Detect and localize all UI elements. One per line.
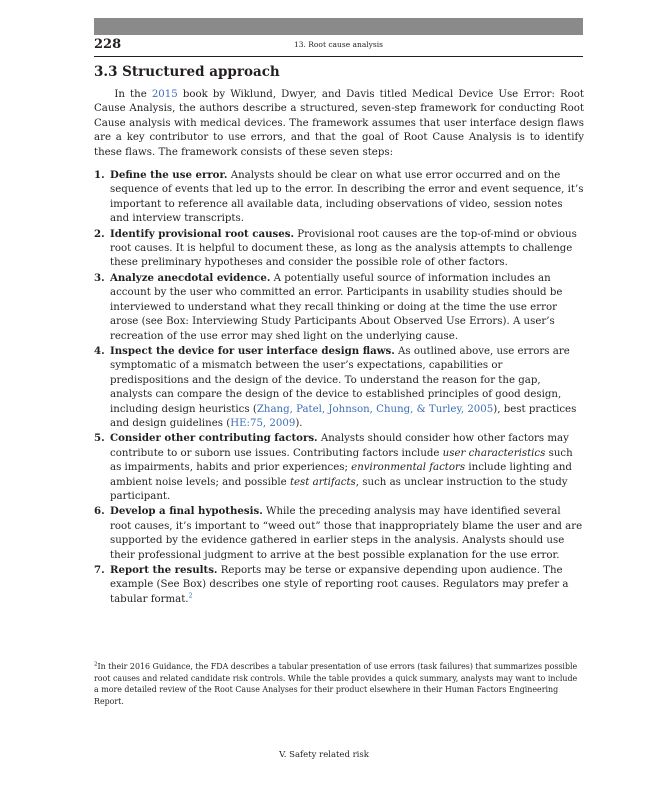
zhang-citation-link[interactable]: Zhang, Patel, Johnson, Chung, & Turley, 2005 [256, 403, 494, 415]
step-title: Consider other contributing factors. [110, 432, 318, 445]
step-number: 6. [94, 505, 105, 518]
footnote [94, 661, 584, 707]
footnote-text: In their 2016 Guidance, the FDA describes a tabular presentation of use errors (task failures) that summarizes possible root causes and related candidate risk controls. While the table provides a quick summary, analysts may want to include a more detailed review of the Root Cause Analyses for their product elsewhere in their Human Factors Engineering Report. [94, 662, 578, 706]
step-body-end: , such as unclear instruction to the study participant. [110, 476, 568, 502]
step-number: 7. [94, 564, 105, 576]
step-item [94, 344, 584, 431]
intro-text-start: In the [114, 89, 152, 100]
step-number: 4. [94, 344, 105, 357]
step-body: Reports may be terse or expansive depending upon audience. The example (See Box) describes one style of reporting root causes. Regulators may prefer a tabular format. [110, 565, 569, 605]
year-citation-link[interactable]: 2015 [151, 89, 178, 100]
step-title: Identify provisional root causes. [110, 227, 295, 240]
step-body-continued: include lighting and ambient noise levels; and possible [110, 462, 572, 488]
footnote-marker: 2 [94, 661, 98, 668]
he75-citation-link[interactable]: HE:75, 2009 [230, 417, 296, 429]
running-head: 13. Root cause analysis [293, 40, 384, 49]
step-number: 2. [94, 227, 105, 240]
step-item [94, 431, 584, 504]
step-item [94, 168, 584, 227]
step-number: 5. [94, 432, 105, 445]
page-header [94, 37, 583, 55]
step-body: Analysts should be clear on what use error occurred and on the sequence of events that led up to the error. In describing the error and event sequence, it’s important to reference all available data, including observations of video, session notes and interview transcripts. [110, 170, 584, 225]
step-body: While the preceding analysis may have identified several root causes, it’s important to “weed out” those that inappropriately blame the user and are supported by the evidence gathered in earlier steps in the analysis. Analysts should use their professional judgment to arrive at the best possible explanation for the use error. [110, 506, 583, 561]
emphasis-user-characteristics: user characteristics [442, 447, 546, 459]
step-body: Provisional root causes are the top-of-mind or obvious root causes. It is helpful to document these, as long as the analysis attempts to challenge these preliminary hypotheses and consider the possible role of other factors. [110, 228, 577, 269]
page-number: 228 [94, 37, 122, 52]
step-body: Analysts should consider how other factors may contribute to or suborn use issues. Contributing factors include [110, 433, 569, 459]
page-footer: V. Safety related risk [279, 750, 369, 760]
header-bar [94, 18, 583, 35]
emphasis-test-artifacts: test artifacts [289, 476, 356, 488]
section-heading: 3.3 Structured approach [94, 64, 280, 80]
main-content [94, 63, 584, 607]
step-title: Inspect the device for user interface design flaws. [110, 344, 395, 357]
step-title: Report the results. [110, 564, 218, 576]
step-number: 3. [94, 271, 105, 284]
step-body: A potentially useful source of information includes an account by the user who committed an error. Participants in usability studies should be interviewed to understand what they recall thinking or doing at the time the use error arose (see Box: Interviewing Study Participants About Observed Use Errors). A user’s recreation of the use error may shed light on the underlying cause. [110, 272, 563, 342]
emphasis-environmental-factors: environmental factors [351, 462, 466, 474]
step-item [94, 271, 584, 344]
step-item [94, 504, 584, 563]
step-body-continued: such as impairments, habits and prior experiences; [110, 447, 573, 474]
step-body-continued: ), best practices and design guidelines ( [110, 403, 577, 429]
steps-list [94, 168, 584, 607]
footnote-ref-link[interactable]: 2 [188, 591, 193, 600]
header-divider [94, 56, 583, 57]
step-body: As outlined above, use errors are symptomatic of a mismatch between the user’s expectations, capabilities or predispositions and the design of the device. To understand the reason for the gap, analysts can compare the design of the device to established principles of good design, including design heuristics ( [110, 345, 570, 415]
intro-paragraph [94, 88, 584, 160]
step-item [94, 563, 584, 607]
step-title: Develop a final hypothesis. [110, 505, 263, 518]
step-title: Analyze anecdotal evidence. [110, 271, 271, 284]
step-title: Define the use error. [110, 169, 228, 182]
step-item [94, 227, 584, 271]
step-number: 1. [94, 169, 105, 182]
step-body-end: ). [295, 417, 303, 429]
intro-text-rest: book by Wiklund, Dwyer, and Davis titled Medical Device Use Error: Root Cause Analysis, the authors describe a structured, seven-step framework for conducting Root Cause analysis with medical devices. The framework assumes that user interface design flaws are a key contributor to use errors, and that the goal of Root Cause Analysis is to identify these flaws. The framework consists of these seven steps: [94, 89, 584, 158]
